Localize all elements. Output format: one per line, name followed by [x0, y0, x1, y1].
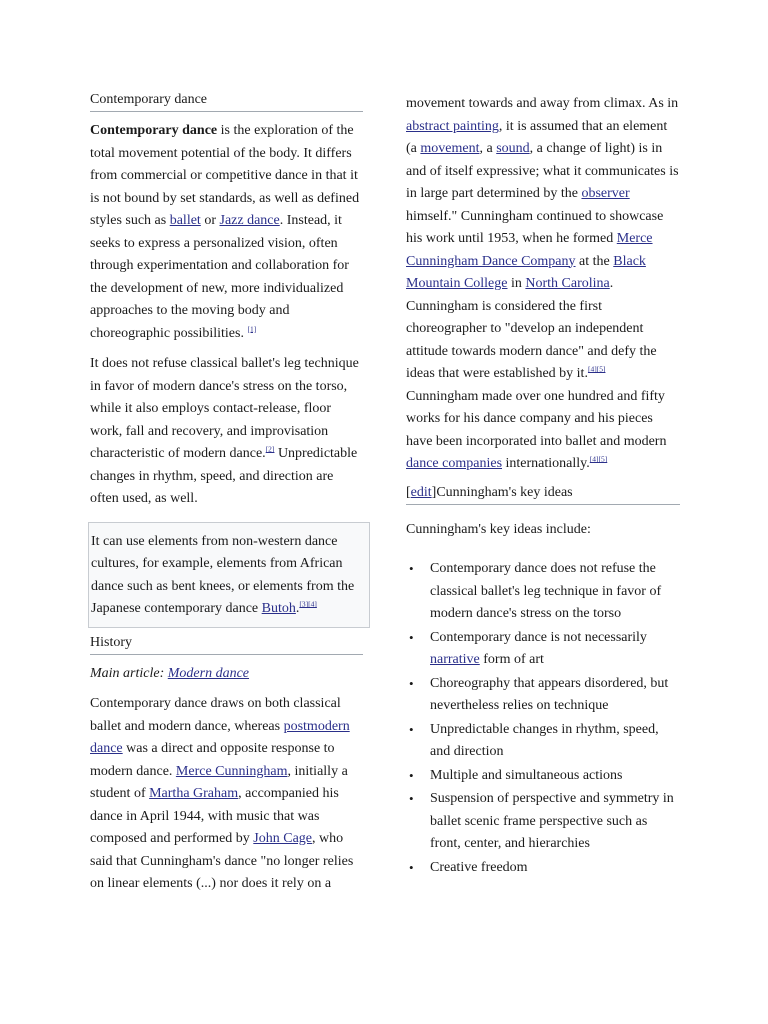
link-dance-companies[interactable]: dance companies — [406, 456, 503, 471]
list-item: • Unpredictable changes in rhythm, speed, and direction — [406, 719, 680, 764]
list-item: • Contemporary dance does not refuse the classical ballet's leg technique in favor of modern dance's stress on the torso — [406, 558, 680, 626]
left-column — [90, 91, 363, 896]
link-modern-dance[interactable]: Modern dance — [167, 665, 250, 681]
link-merce-cunningham-dance-company[interactable]: Merce Cunningham Dance Company — [406, 231, 653, 269]
quote-box — [88, 522, 370, 628]
list-item: • Choreography that appears disordered, but nevertheless relies on technique — [406, 673, 680, 718]
edit-link[interactable]: edit — [410, 484, 432, 500]
right-column — [406, 93, 680, 880]
cunningham-paragraph: movement towards and away from climax. As in abstract painting, it is assumed that an element (a movement, a sound, a change of light) is in and of itself expressive; what it communicates is in large part determined by the observer himself." Cunningham continued to showcase his work until 1953, when he formed Merce Cunningham Dance Company at the Black Mountain College in North Carolina. Cunningham is considered the first choreographer to "develop an independent attitude towards modern dance" and defy the ideas that were established by it.[4][5] Cunningham made over one hundred and fifty works for his dance company and his pieces have been incorporated into ballet and modern dance companies internationally.[4][5] — [406, 96, 679, 471]
link-butoh[interactable]: Butoh — [261, 601, 296, 616]
section-header-key-ideas: [edit]Cunningham's key ideas — [406, 484, 680, 505]
quote-box-text: It can use elements from non-western dance cultures, for example, elements from African dance such as bent knees, or elements from the Japanese contemporary dance Butoh.[3][4] — [91, 533, 355, 616]
bold-term: Contemporary dance — [90, 123, 218, 138]
section-title: Cunningham's key ideas — [436, 484, 573, 500]
link-jazz-dance[interactable]: Jazz dance — [219, 213, 280, 228]
link-postmodern-dance[interactable]: postmodern dance — [90, 718, 350, 756]
ref-3-4[interactable]: [3][4] — [299, 599, 317, 609]
section-header-history: History — [90, 634, 363, 655]
link-ballet[interactable]: ballet — [169, 213, 201, 228]
ref-4-5-b[interactable]: [4][5] — [589, 454, 608, 464]
history-paragraph: Contemporary dance draws on both classical ballet and modern dance, whereas postmodern dance was a direct and opposite response to modern dance. Merce Cunningham, initially a student of Martha Graham, accompanied his dance in April 1944, with music that was composed and performed by John Cage, who said that Cunningham's dance "no longer relies on linear elements (...) nor does it rely on a — [90, 696, 354, 891]
technique-paragraph: It does not refuse classical ballet's leg technique in favor of modern dance's stress on the torso, while it also employs contact-release, floor work, fall and recovery, and improvisation characteristic of modern dance.[2] Unpredictable changes in rhythm, speed, and direction are often used, as well. — [90, 356, 359, 506]
link-merce-cunningham[interactable]: Merce Cunningham — [175, 763, 288, 779]
list-item: • Creative freedom — [406, 857, 680, 880]
intro-paragraph: Contemporary dance is the exploration of the total movement potential of the body. It differs from commercial or competitive dance in that it is not bound by set standards, as well as defined styles such as ballet or Jazz dance. Instead, it seeks to express a personalized vision, often through experimentation and collaboration for the development of new, more individualized approaches to the moving body and choreographic possibilities. [1] — [90, 123, 360, 341]
key-ideas-list — [406, 558, 680, 879]
section-header-contemporary-dance: Contemporary dance — [90, 91, 363, 112]
link-black-mountain-college[interactable]: Black Mountain College — [406, 253, 646, 291]
link-sound[interactable]: sound — [496, 141, 530, 156]
list-item: • Suspension of perspective and symmetry in ballet scenic frame perspective such as front, center, and hierarchies — [406, 788, 680, 856]
link-abstract-painting[interactable]: abstract painting — [406, 118, 499, 134]
link-north-carolina[interactable]: North Carolina — [525, 276, 610, 291]
ref-2[interactable]: [2] — [265, 444, 275, 454]
link-john-cage[interactable]: John Cage — [253, 831, 313, 846]
link-observer[interactable]: observer — [581, 186, 630, 201]
link-narrative[interactable]: narrative — [430, 652, 480, 667]
link-martha-graham[interactable]: Martha Graham — [149, 786, 239, 801]
main-article-note: Main article: Modern dance — [90, 665, 250, 681]
key-ideas-intro: Cunningham's key ideas include: — [406, 521, 591, 537]
list-item: • Multiple and simultaneous actions — [406, 765, 680, 788]
ref-1[interactable]: [1] — [247, 323, 257, 333]
ref-4-5[interactable]: [4][5] — [587, 364, 606, 374]
link-movement[interactable]: movement — [420, 141, 480, 156]
list-item: • Contemporary dance is not necessarily narrative form of art — [406, 627, 680, 672]
